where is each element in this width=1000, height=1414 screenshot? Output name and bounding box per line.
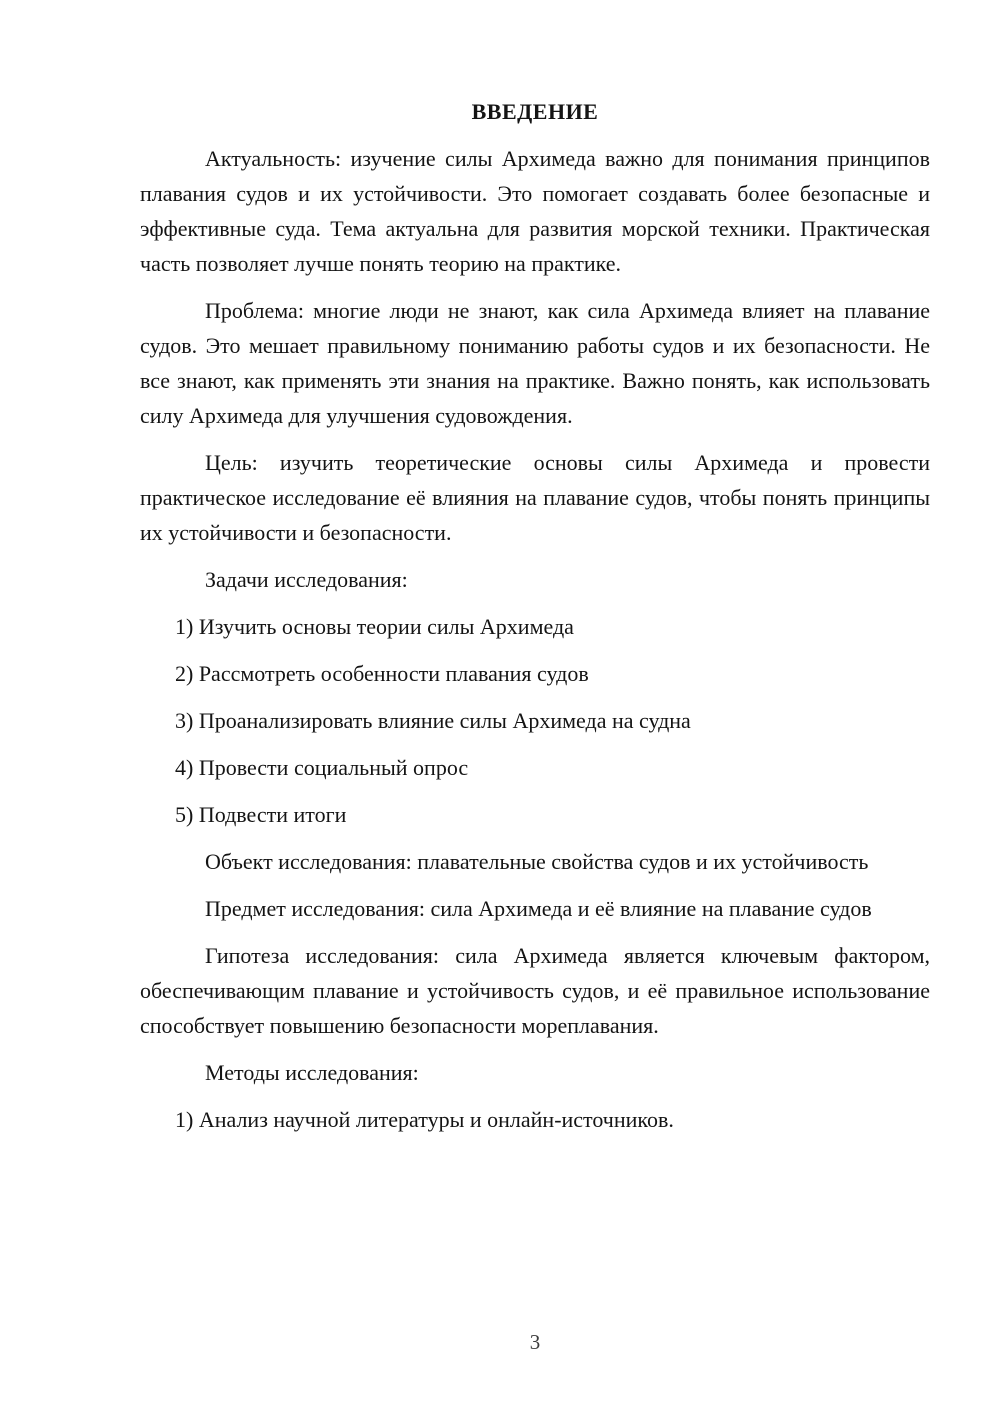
task-item-4: 4) Провести социальный опрос — [175, 755, 469, 780]
paragraph-research-object: Объект исследования: плавательные свойства судов и их устойчивость — [205, 849, 869, 874]
task-item-3: 3) Проанализировать влияние силы Архимеда на судна — [175, 708, 691, 733]
task-item-1: 1) Изучить основы теории силы Архимеда — [175, 614, 574, 639]
paragraph-relevance: Актуальность: изучение силы Архимеда важно для понимания принципов плавания судов и их устойчивости. Это помогает создавать более безопасные и эффективные суда. Тема актуальна для развития морской техники. Практическая часть позволяет лучше понять теорию на практике. — [140, 146, 930, 276]
task-item-5: 5) Подвести итоги — [175, 802, 347, 827]
paragraph-methods-heading: Методы исследования: — [205, 1060, 419, 1085]
task-item-2: 2) Рассмотреть особенности плавания судов — [175, 661, 589, 686]
paragraph-problem: Проблема: многие люди не знают, как сила Архимеда влияет на плавание судов. Это мешает правильному пониманию работы судов и их безопасности. Не все знают, как применять эти знания на практике. Важно понять, как использовать силу Архимеда для улучшения судовождения. — [140, 298, 930, 428]
page-number: 3 — [529, 1330, 541, 1354]
document-title: ВВЕДЕНИЕ — [471, 99, 599, 124]
paragraph-research-subject: Предмет исследования: сила Архимеда и её влияние на плавание судов — [205, 896, 872, 921]
paragraph-tasks-heading: Задачи исследования: — [205, 567, 408, 592]
paragraph-goal: Цель: изучить теоретические основы силы Архимеда и провести практическое исследование её влияния на плавание судов, чтобы понять принципы их устойчивости и безопасности. — [140, 450, 930, 545]
document-content — [140, 94, 930, 1149]
method-item-1: 1) Анализ научной литературы и онлайн-источников. — [175, 1107, 674, 1132]
paragraph-hypothesis: Гипотеза исследования: сила Архимеда является ключевым фактором, обеспечивающим плавание и устойчивость судов, и её правильное использование способствует повышению безопасности мореплавания. — [140, 943, 930, 1038]
